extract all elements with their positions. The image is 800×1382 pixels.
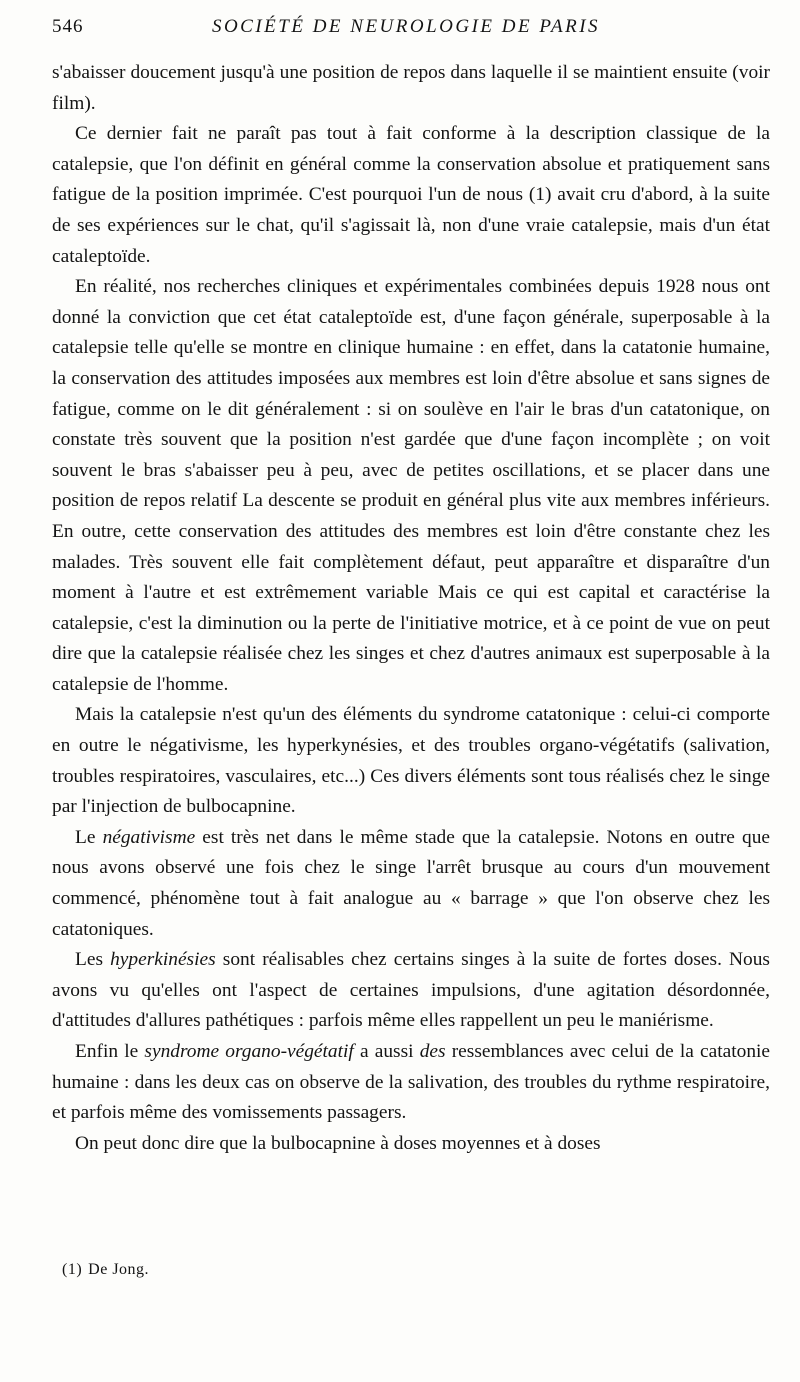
italic-term: syndrome organo-végétatif — [144, 1041, 354, 1062]
paragraph-clinical-research: En réalité, nos recherches cliniques et expérimentales combinées depuis 1928 nous ont donné la conviction que cet état cataleptoïde est, d'une façon générale, superposable à la catalepsie telle qu'elle se montre en clinique humaine : en effet, dans la catatonie humaine, la conservation des attitudes imposées aux membres est loin d'être absolue et sans signes de fatigue, comme on le dit généralement : si on soulève en l'air le bras d'un catatonique, on constate très souvent que la position n'est gardée que d'une façon incomplète ; on voit souvent le bras s'abaisser peu à peu, avec de petites oscillations, et se placer dans une position de repos relatif La descente se produit en général plus vite aux membres inférieurs. En outre, cette conservation des attitudes des membres est loin d'être constante chez les malades. Très souvent elle fait complètement défaut, peut apparaître et disparaître d'un moment à l'autre et est extrêmement variable Mais ce qui est capital et caractérise la catalepsie, c'est la diminution ou la perte de l'initiative motrice, et à ce point de vue on peut dire que la catalepsie réalisée chez les singes et chez d'autres animaux est superposable à la catalepsie de l'homme. — [52, 276, 770, 695]
footnote-marker: (1) — [62, 1261, 83, 1278]
paragraph-organo-vegetative — [52, 1037, 770, 1129]
paragraph-catalepsy-definition: Ce dernier fait ne paraît pas tout à fait conforme à la description classique de la catalepsie, que l'on définit en général comme la conservation absolue et pratiquement sans fatigue de la position imprimée. C'est pourquoi l'un de nous (1) avait cru d'abord, à la suite de ses expériences sur le chat, qu'il s'agissait là, non d'une vraie catalepsie, mais d'un état cataleptoïde. — [52, 123, 770, 267]
paragraph-text: Les — [75, 949, 111, 971]
italic-term: négativisme — [102, 826, 196, 848]
paragraph-text: a aussi — [353, 1041, 420, 1062]
paragraph-text: est très net dans le même stade que la catalepsie. Notons en outre que nous avons observé une fois chez le singe l'arrêt brusque au cours d'un mouvement commencé, phénomène tout à fait analogue au « barrage » que l'on observe chez les catatoniques. — [52, 826, 770, 940]
paragraph-text: Le — [75, 826, 103, 848]
paragraph-hyperkinesia — [52, 945, 770, 1037]
paragraph-conclusion: On peut donc dire que la bulbocapnine à doses moyennes et à doses — [75, 1132, 601, 1154]
footnote-text: De Jong. — [88, 1261, 150, 1278]
footnote — [62, 1261, 149, 1279]
body-text — [52, 58, 770, 1159]
running-title: SOCIÉTÉ DE NEUROLOGIE DE PARIS — [211, 16, 601, 37]
paragraph-negativism — [52, 823, 770, 945]
italic-term: hyperkinésies — [110, 949, 216, 971]
paragraph-text: sont réalisables chez certains singes à la suite de fortes doses. Nous avons vu qu'elles ont l'aspect de certaines impulsions, d'une agitation désordonnée, d'attitudes d'allures pathétiques : parfois même elles rappellent un peu le maniérisme. — [52, 949, 770, 1032]
paragraph-continuation: s'abaisser doucement jusqu'à une position de repos dans laquelle il se maintient ensuite (voir film). — [52, 62, 770, 114]
page-header — [52, 16, 760, 46]
paragraph-catatonic-syndrome: Mais la catalepsie n'est qu'un des éléments du syndrome catatonique : celui-ci comporte en outre le négativisme, les hyperkynésies, et des troubles organo-végétatifs (salivation, troubles respiratoires, vasculaires, etc...) Ces divers éléments sont tous réalisés chez le singe par l'injection de bulbocapnine. — [52, 704, 770, 818]
paragraph-text: ressemblances avec celui de la catatonie humaine : dans les deux cas on observe de la salivation, des troubles du rythme respiratoire, et parfois même des vomissements passagers. — [52, 1041, 771, 1124]
italic-term: des — [419, 1041, 446, 1062]
paragraph-text: Enfin le — [75, 1041, 145, 1062]
page-number: 546 — [52, 16, 84, 37]
